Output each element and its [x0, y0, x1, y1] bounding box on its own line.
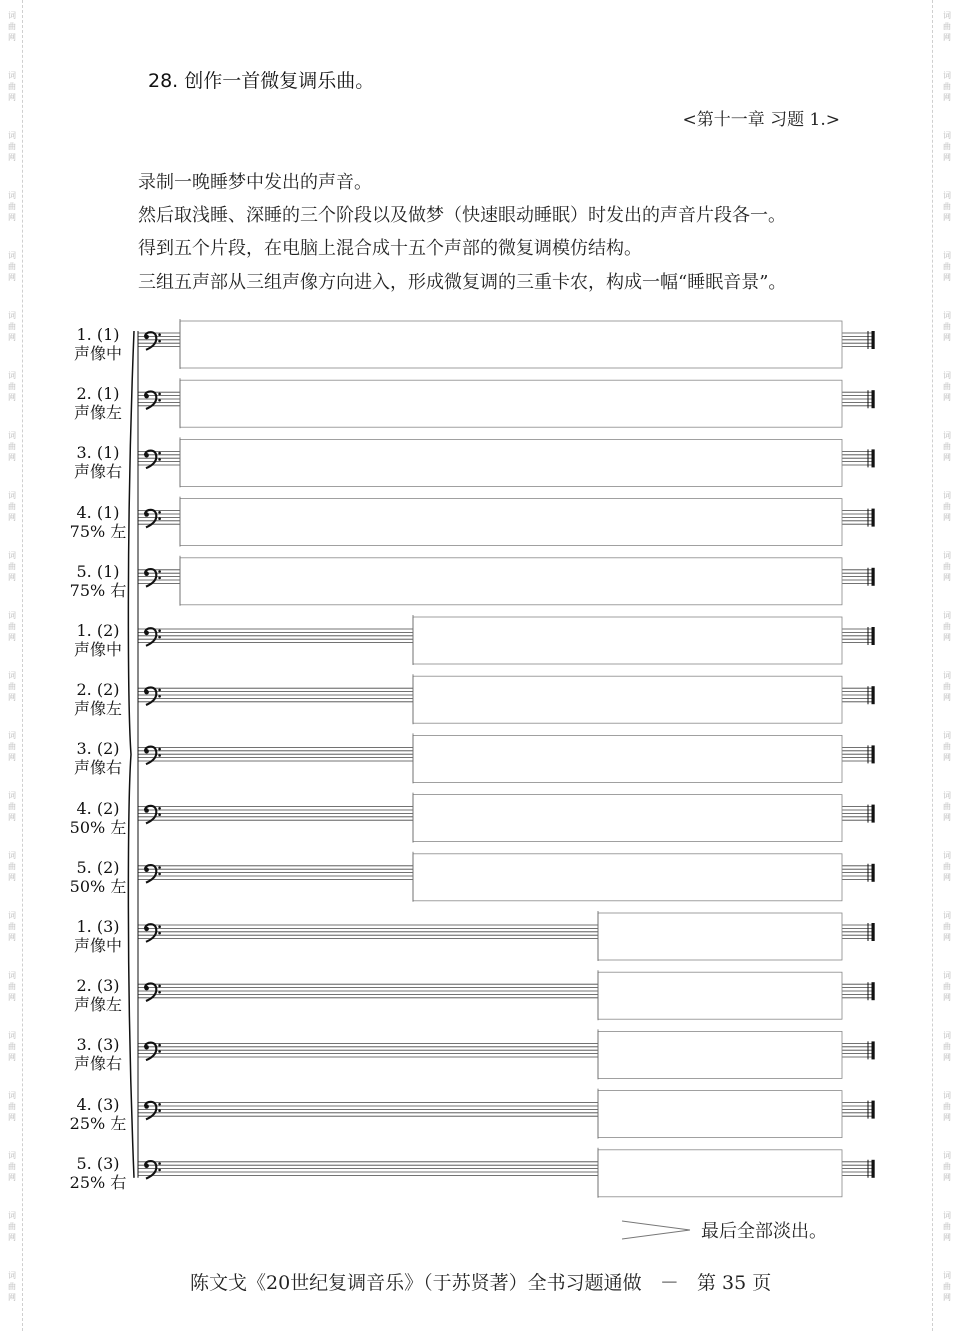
staff-label-number: 5. (2): [76, 857, 120, 877]
final-barline-thick: [872, 864, 875, 882]
staff-label-number: 3. (1): [76, 443, 120, 463]
sound-block: [413, 676, 842, 723]
sound-block: [180, 321, 842, 368]
staff-label-number: 2. (3): [76, 976, 120, 996]
watermark-mark: 词 曲 网: [8, 1091, 16, 1122]
staff-label-number: 5. (1): [76, 561, 120, 581]
bass-clef-icon: [144, 865, 161, 883]
watermark-mark: 词 曲 网: [8, 911, 16, 942]
exercise-title: 28. 创作一首微复调乐曲。: [148, 70, 375, 92]
sound-block: [413, 795, 842, 842]
final-barline-thick: [872, 390, 875, 408]
bass-clef-icon: [144, 1102, 161, 1120]
sound-block: [598, 1150, 842, 1197]
sound-block: [413, 854, 842, 901]
staff-label: [58, 1154, 138, 1192]
final-barline-thick: [872, 1041, 875, 1059]
footer-page-number: 第 35 页: [696, 1272, 772, 1294]
staff-label-pan: 声像中: [73, 936, 122, 955]
final-barline-thick: [872, 805, 875, 823]
watermark-mark: 词 曲 网: [8, 11, 16, 42]
watermark-mark: 词 曲 网: [8, 71, 16, 102]
staff-label-number: 4. (3): [76, 1094, 120, 1114]
staff-label-pan: 声像右: [73, 758, 122, 778]
staff-label: [58, 858, 138, 896]
watermark-mark: 词 曲 网: [8, 191, 16, 222]
watermark-mark: 词 曲 网: [943, 1091, 951, 1122]
staff-label: [58, 562, 138, 600]
staff-label-pan: 75% 右: [69, 580, 127, 600]
watermark-mark: 词 曲 网: [943, 491, 951, 522]
final-barline-thick: [872, 923, 875, 941]
staff-label-number: 5. (3): [76, 1153, 120, 1173]
watermark-mark: 词 曲 网: [8, 551, 16, 582]
sound-block: [598, 913, 842, 960]
staff-label-pan: 25% 右: [69, 1172, 127, 1192]
staff-label: [58, 621, 138, 659]
watermark-mark: 词 曲 网: [943, 971, 951, 1002]
watermark-mark: 词 曲 网: [8, 431, 16, 462]
ending-instruction: 最后全部淡出。: [701, 1221, 827, 1242]
watermark-mark: 词 曲 网: [8, 971, 16, 1002]
staff-label: [58, 917, 138, 955]
watermark-mark: 词 曲 网: [943, 851, 951, 882]
final-barline-thick: [872, 509, 875, 527]
watermark-mark: 词 曲 网: [943, 1211, 951, 1242]
final-barline-thick: [872, 1160, 875, 1178]
watermark-mark: 词 曲 网: [8, 1151, 16, 1182]
watermark-mark: 词 曲 网: [8, 1031, 16, 1062]
staff-label-number: 2. (1): [76, 384, 120, 404]
staff-label-pan: 50% 左: [69, 817, 127, 837]
watermark-mark: 词 曲 网: [943, 791, 951, 822]
watermark-mark: 词 曲 网: [943, 131, 951, 162]
description-line-1: 录制一晚睡梦中发出的声音。: [138, 172, 372, 193]
watermark-mark: 词 曲 网: [943, 71, 951, 102]
staff-label: [58, 739, 138, 777]
staff-label: [58, 1095, 138, 1133]
watermark-mark: 词 曲 网: [943, 431, 951, 462]
sound-block: [180, 439, 842, 486]
chapter-reference: <第十一章 习题 1.>: [682, 110, 840, 130]
staff-label: [58, 1035, 138, 1073]
sound-block: [598, 1031, 842, 1078]
footer-dash: －: [659, 1272, 679, 1294]
sound-block: [180, 558, 842, 605]
watermark-mark: 词 曲 网: [8, 731, 16, 762]
staff-label-pan: 50% 左: [69, 876, 127, 896]
final-barline-thick: [872, 627, 875, 645]
final-barline-thick: [872, 449, 875, 467]
bass-clef-icon: [144, 510, 161, 528]
watermark-mark: 词 曲 网: [8, 791, 16, 822]
watermark-mark: 词 曲 网: [943, 611, 951, 642]
staff-label-pan: 声像右: [73, 1054, 122, 1074]
watermark-mark: 词 曲 网: [943, 191, 951, 222]
bass-clef-icon: [144, 628, 161, 646]
bass-clef-icon: [144, 451, 161, 469]
staff-label: [58, 976, 138, 1014]
bass-clef-icon: [144, 924, 161, 942]
watermark-mark: 词 曲 网: [8, 371, 16, 402]
bass-clef-icon: [144, 806, 161, 824]
final-barline-thick: [872, 331, 875, 349]
watermark-mark: 词 曲 网: [943, 731, 951, 762]
staff-label-number: 2. (2): [76, 680, 120, 700]
watermark-mark: 词 曲 网: [8, 131, 16, 162]
watermark-mark: 词 曲 网: [943, 311, 951, 342]
watermark-mark: 词 曲 网: [8, 251, 16, 282]
staff-label-number: 4. (1): [76, 502, 120, 522]
staff-label-pan: 声像中: [73, 344, 122, 363]
description-line-3: 得到五个片段，在电脑上混合成十五个声部的微复调模仿结构。: [138, 238, 642, 259]
decrescendo-hairpin: [618, 1218, 694, 1242]
staff-label-pan: 声像左: [73, 403, 122, 423]
final-barline-thick: [872, 568, 875, 586]
description-line-4: 三组五声部从三组声像方向进入，形成微复调的三重卡农，构成一幅“睡眠音景”。: [138, 272, 787, 293]
final-barline-thick: [872, 982, 875, 1000]
watermark-mark: 词 曲 网: [943, 11, 951, 42]
sound-block: [180, 499, 842, 546]
watermark-mark: 词 曲 网: [8, 491, 16, 522]
final-barline-thick: [872, 745, 875, 763]
bass-clef-icon: [144, 1161, 161, 1179]
staff-label-pan: 声像左: [73, 699, 122, 719]
footer-book-title: 陈文戈《20世纪复调音乐》（于苏贤著）全书习题通做: [190, 1272, 642, 1294]
sound-block: [598, 1091, 842, 1138]
staff-label-pan: 25% 左: [69, 1113, 127, 1133]
sound-block: [413, 617, 842, 664]
bass-clef-icon: [144, 1043, 161, 1061]
watermark-mark: 词 曲 网: [8, 671, 16, 702]
watermark-mark: 词 曲 网: [943, 1031, 951, 1062]
page-footer: [190, 1268, 771, 1295]
watermark-mark: 词 曲 网: [943, 1271, 951, 1302]
staff-label-number: 1. (3): [76, 917, 120, 936]
staff-label: [58, 443, 138, 481]
bass-clef-icon: [144, 332, 161, 350]
watermark-mark: 词 曲 网: [8, 851, 16, 882]
staff-label-pan: 声像右: [73, 462, 122, 482]
bass-clef-icon: [144, 747, 161, 765]
staff-label-pan: 声像左: [73, 995, 122, 1015]
bass-clef-icon: [144, 983, 161, 1001]
final-barline-thick: [872, 1101, 875, 1119]
sound-block: [598, 972, 842, 1019]
staff-label-number: 4. (2): [76, 798, 120, 818]
watermark-mark: 词 曲 网: [943, 911, 951, 942]
staff-label: [58, 680, 138, 718]
watermark-mark: 词 曲 网: [943, 1151, 951, 1182]
staff-label-number: 3. (3): [76, 1035, 120, 1055]
watermark-mark: 词 曲 网: [943, 371, 951, 402]
sound-block: [413, 735, 842, 782]
watermark-mark: 词 曲 网: [943, 251, 951, 282]
staff-label: [58, 799, 138, 837]
footer-separator: [648, 1272, 660, 1294]
staff-label: [58, 384, 138, 422]
staff-label-pan: 75% 左: [69, 521, 127, 541]
sound-block: [180, 380, 842, 427]
watermark-mark: 词 曲 网: [943, 671, 951, 702]
watermark-mark: 词 曲 网: [8, 611, 16, 642]
staff-label: [58, 503, 138, 541]
staff-label-number: 3. (2): [76, 739, 120, 759]
watermark-mark: 词 曲 网: [8, 1271, 16, 1302]
bass-clef-icon: [144, 569, 161, 587]
staff-label-number: 1. (2): [76, 621, 120, 640]
bass-clef-icon: [144, 391, 161, 409]
staff-label: [58, 325, 138, 363]
watermark-mark: 词 曲 网: [943, 551, 951, 582]
staff-label-number: 1. (1): [76, 325, 120, 344]
description-line-2: 然后取浅睡、深睡的三个阶段以及做梦（快速眼动睡眠）时发出的声音片段各一。: [138, 205, 786, 226]
bass-clef-icon: [144, 687, 161, 705]
watermark-mark: 词 曲 网: [8, 1211, 16, 1242]
staff-label-pan: 声像中: [73, 640, 122, 659]
final-barline-thick: [872, 686, 875, 704]
watermark-mark: 词 曲 网: [8, 311, 16, 342]
